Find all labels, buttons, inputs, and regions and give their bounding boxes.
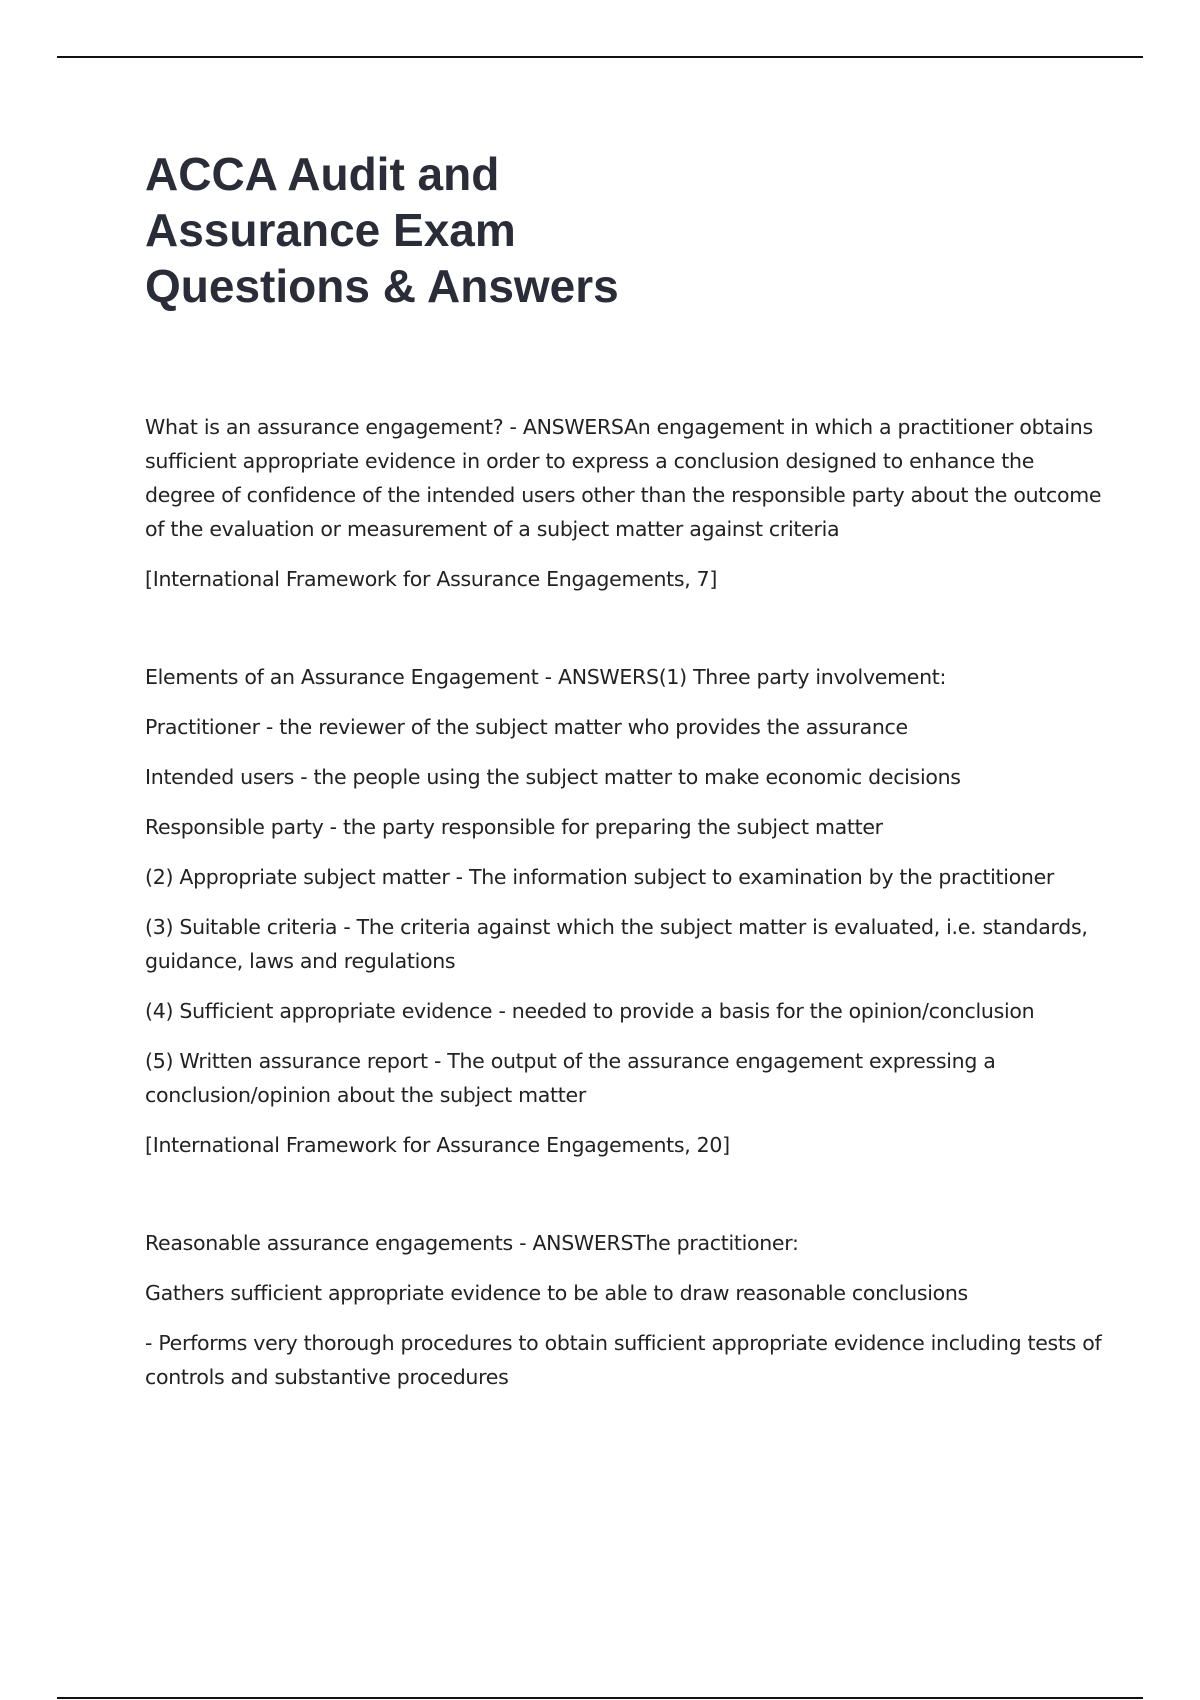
bottom-rule: [57, 1697, 1143, 1699]
answer-paragraph: (3) Suitable criteria - The criteria against which the subject matter is evaluated, i.e. standards, guidance, laws and regulations: [145, 915, 1088, 973]
answer-paragraph: Responsible party - the party responsible for preparing the subject matter: [145, 815, 883, 839]
question-answer-paragraph: What is an assurance engagement? - ANSWERSAn engagement in which a practitioner obtains sufficient appropriate evidence in order to express a conclusion designed to enhance the degree of confidence of the intended users other than the responsible party about the outcome of the evaluation or measurement of a subject matter against criteria: [145, 415, 1102, 541]
title-line: Assurance Exam: [145, 204, 516, 256]
question-answer-paragraph: Elements of an Assurance Engagement - ANSWERS(1) Three party involvement:: [145, 665, 947, 689]
answer-paragraph: Intended users - the people using the subject matter to make economic decisions: [145, 765, 961, 789]
reference-citation: [International Framework for Assurance Engagements, 7]: [145, 567, 718, 591]
qa-section-elements: [145, 660, 1105, 1162]
question-answer-paragraph: Reasonable assurance engagements - ANSWERSThe practitioner:: [145, 1231, 799, 1255]
answer-paragraph: Practitioner - the reviewer of the subject matter who provides the assurance: [145, 715, 908, 739]
title-line: ACCA Audit and: [145, 148, 500, 200]
answer-paragraph: Gathers sufficient appropriate evidence to be able to draw reasonable conclusions: [145, 1281, 968, 1305]
document-body: [145, 410, 1105, 1410]
section-spacer: [145, 612, 1105, 660]
answer-paragraph: - Performs very thorough procedures to obtain sufficient appropriate evidence including tests of controls and substantive procedures: [145, 1331, 1102, 1389]
answer-paragraph: (4) Sufficient appropriate evidence - needed to provide a basis for the opinion/conclusion: [145, 999, 1035, 1023]
answer-paragraph: (2) Appropriate subject matter - The information subject to examination by the practitioner: [145, 865, 1055, 889]
section-spacer: [145, 1178, 1105, 1226]
reference-citation: [International Framework for Assurance Engagements, 20]: [145, 1133, 730, 1157]
title-line: Questions & Answers: [145, 260, 619, 312]
top-rule: [57, 56, 1143, 58]
qa-section-assurance-engagement: [145, 410, 1105, 596]
answer-paragraph: (5) Written assurance report - The output of the assurance engagement expressing a conclusion/opinion about the subject matter: [145, 1049, 996, 1107]
qa-section-reasonable-assurance: [145, 1226, 1105, 1394]
page-title: [145, 146, 765, 314]
